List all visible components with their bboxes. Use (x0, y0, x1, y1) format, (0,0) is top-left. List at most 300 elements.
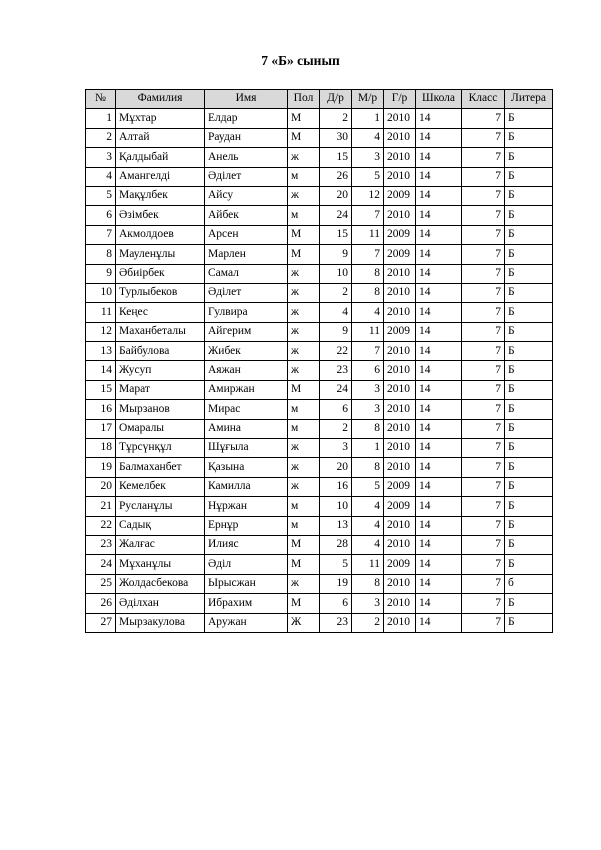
table-row (86, 361, 553, 380)
cell-number: 3 (86, 148, 116, 167)
cell-birth-month: 11 (352, 322, 384, 341)
cell-school: 14 (416, 361, 462, 380)
cell-class: 7 (462, 613, 505, 632)
cell-gender: м (288, 419, 320, 438)
cell-letter: Б (505, 245, 553, 264)
cell-class: 7 (462, 574, 505, 593)
cell-class: 7 (462, 167, 505, 186)
cell-number: 10 (86, 283, 116, 302)
cell-birth-month: 1 (352, 109, 384, 128)
cell-letter: б (505, 574, 553, 593)
cell-gender: М (288, 245, 320, 264)
cell-number: 2 (86, 128, 116, 147)
cell-birth-month: 8 (352, 283, 384, 302)
cell-name: Айгерим (205, 322, 288, 341)
cell-surname: Марат (116, 380, 205, 399)
cell-gender: ж (288, 186, 320, 205)
cell-school: 14 (416, 535, 462, 554)
cell-birth-year: 2010 (384, 361, 416, 380)
cell-birth-day: 10 (320, 497, 352, 516)
cell-birth-day: 20 (320, 186, 352, 205)
cell-school: 14 (416, 380, 462, 399)
cell-surname: Мұхтар (116, 109, 205, 128)
cell-birth-year: 2010 (384, 535, 416, 554)
cell-gender: М (288, 380, 320, 399)
cell-name: Әділ (205, 555, 288, 574)
cell-birth-year: 2010 (384, 167, 416, 186)
cell-letter: Б (505, 535, 553, 554)
cell-school: 14 (416, 128, 462, 147)
cell-birth-day: 15 (320, 148, 352, 167)
cell-gender: ж (288, 574, 320, 593)
cell-name: Амина (205, 419, 288, 438)
cell-class: 7 (462, 322, 505, 341)
cell-surname: Садық (116, 516, 205, 535)
cell-birth-month: 6 (352, 361, 384, 380)
cell-name: Мирас (205, 400, 288, 419)
cell-surname: Мырзакулова (116, 613, 205, 632)
cell-surname: Қалдыбай (116, 148, 205, 167)
cell-surname: Әбиірбек (116, 264, 205, 283)
cell-birth-month: 8 (352, 419, 384, 438)
cell-school: 14 (416, 303, 462, 322)
cell-name: Аружан (205, 613, 288, 632)
cell-birth-month: 8 (352, 458, 384, 477)
cell-number: 15 (86, 380, 116, 399)
cell-birth-month: 12 (352, 186, 384, 205)
cell-birth-month: 3 (352, 380, 384, 399)
cell-birth-day: 5 (320, 555, 352, 574)
cell-surname: Балмаханбет (116, 458, 205, 477)
cell-class: 7 (462, 419, 505, 438)
cell-name: Жибек (205, 342, 288, 361)
cell-birth-month: 1 (352, 439, 384, 458)
cell-school: 14 (416, 497, 462, 516)
cell-birth-day: 2 (320, 109, 352, 128)
col-header-birth-day: Д/р (320, 90, 352, 109)
cell-gender: м (288, 497, 320, 516)
cell-name: Қазына (205, 458, 288, 477)
cell-birth-year: 2009 (384, 497, 416, 516)
cell-surname: Мауленұлы (116, 245, 205, 264)
table-row (86, 477, 553, 496)
cell-birth-day: 9 (320, 245, 352, 264)
cell-number: 13 (86, 342, 116, 361)
cell-name: Елдар (205, 109, 288, 128)
col-header-number: № (86, 90, 116, 109)
table-row (86, 225, 553, 244)
cell-birth-month: 5 (352, 167, 384, 186)
col-header-gender: Пол (288, 90, 320, 109)
cell-birth-year: 2009 (384, 225, 416, 244)
cell-birth-month: 8 (352, 574, 384, 593)
col-header-surname: Фамилия (116, 90, 205, 109)
cell-gender: М (288, 225, 320, 244)
table-row (86, 322, 553, 341)
cell-name: Әділет (205, 167, 288, 186)
cell-class: 7 (462, 516, 505, 535)
cell-surname: Кемелбек (116, 477, 205, 496)
cell-school: 14 (416, 439, 462, 458)
cell-gender: ж (288, 148, 320, 167)
cell-number: 18 (86, 439, 116, 458)
col-header-letter: Литера (505, 90, 553, 109)
cell-birth-month: 8 (352, 264, 384, 283)
cell-number: 16 (86, 400, 116, 419)
table-row (86, 458, 553, 477)
cell-letter: Б (505, 109, 553, 128)
cell-birth-year: 2010 (384, 264, 416, 283)
cell-birth-year: 2010 (384, 400, 416, 419)
cell-name: Гулвира (205, 303, 288, 322)
cell-surname: Жалғас (116, 535, 205, 554)
cell-birth-month: 2 (352, 613, 384, 632)
cell-number: 24 (86, 555, 116, 574)
cell-birth-year: 2010 (384, 128, 416, 147)
cell-letter: Б (505, 458, 553, 477)
cell-name: Марлен (205, 245, 288, 264)
cell-birth-year: 2010 (384, 613, 416, 632)
col-header-school: Школа (416, 90, 462, 109)
cell-school: 14 (416, 264, 462, 283)
cell-school: 14 (416, 225, 462, 244)
cell-number: 17 (86, 419, 116, 438)
cell-class: 7 (462, 303, 505, 322)
cell-name: Арсен (205, 225, 288, 244)
cell-gender: М (288, 535, 320, 554)
col-header-birth-month: М/р (352, 90, 384, 109)
cell-birth-day: 23 (320, 613, 352, 632)
cell-class: 7 (462, 264, 505, 283)
cell-number: 9 (86, 264, 116, 283)
cell-letter: Б (505, 206, 553, 225)
cell-letter: Б (505, 303, 553, 322)
cell-name: Әділет (205, 283, 288, 302)
cell-name: Анель (205, 148, 288, 167)
cell-gender: Ж (288, 613, 320, 632)
table-row (86, 167, 553, 186)
cell-school: 14 (416, 613, 462, 632)
table-row (86, 400, 553, 419)
cell-letter: Б (505, 283, 553, 302)
col-header-birth-year: Г/р (384, 90, 416, 109)
cell-letter: Б (505, 555, 553, 574)
cell-name: Аяжан (205, 361, 288, 380)
cell-gender: м (288, 400, 320, 419)
cell-birth-year: 2010 (384, 303, 416, 322)
cell-class: 7 (462, 109, 505, 128)
cell-birth-month: 4 (352, 516, 384, 535)
cell-birth-year: 2009 (384, 477, 416, 496)
table-row (86, 439, 553, 458)
cell-birth-day: 3 (320, 439, 352, 458)
table-row (86, 613, 553, 632)
cell-surname: Амангелді (116, 167, 205, 186)
cell-birth-month: 3 (352, 594, 384, 613)
cell-gender: ж (288, 361, 320, 380)
cell-number: 1 (86, 109, 116, 128)
cell-gender: ж (288, 303, 320, 322)
cell-school: 14 (416, 458, 462, 477)
cell-birth-month: 3 (352, 400, 384, 419)
cell-letter: Б (505, 361, 553, 380)
cell-number: 23 (86, 535, 116, 554)
cell-letter: Б (505, 419, 553, 438)
cell-birth-month: 4 (352, 497, 384, 516)
cell-surname: Маханбеталы (116, 322, 205, 341)
table-row (86, 555, 553, 574)
cell-letter: Б (505, 516, 553, 535)
cell-surname: Алтай (116, 128, 205, 147)
cell-birth-month: 7 (352, 342, 384, 361)
table-row (86, 497, 553, 516)
cell-gender: ж (288, 458, 320, 477)
cell-school: 14 (416, 594, 462, 613)
cell-name: Самал (205, 264, 288, 283)
cell-name: Айсу (205, 186, 288, 205)
table-row (86, 419, 553, 438)
cell-school: 14 (416, 477, 462, 496)
cell-birth-month: 11 (352, 555, 384, 574)
cell-birth-month: 4 (352, 535, 384, 554)
cell-birth-day: 30 (320, 128, 352, 147)
cell-birth-day: 26 (320, 167, 352, 186)
cell-class: 7 (462, 555, 505, 574)
cell-school: 14 (416, 419, 462, 438)
cell-class: 7 (462, 148, 505, 167)
cell-class: 7 (462, 361, 505, 380)
table-row (86, 206, 553, 225)
cell-number: 27 (86, 613, 116, 632)
cell-school: 14 (416, 186, 462, 205)
cell-birth-year: 2010 (384, 380, 416, 399)
cell-gender: М (288, 594, 320, 613)
table-row (86, 516, 553, 535)
cell-gender: м (288, 206, 320, 225)
cell-birth-day: 13 (320, 516, 352, 535)
cell-number: 19 (86, 458, 116, 477)
cell-gender: ж (288, 439, 320, 458)
cell-birth-year: 2009 (384, 322, 416, 341)
cell-letter: Б (505, 594, 553, 613)
cell-surname: Тұрсүнқұл (116, 439, 205, 458)
cell-letter: Б (505, 497, 553, 516)
cell-birth-month: 11 (352, 225, 384, 244)
cell-birth-year: 2009 (384, 245, 416, 264)
cell-birth-day: 2 (320, 419, 352, 438)
table-row (86, 594, 553, 613)
cell-school: 14 (416, 148, 462, 167)
cell-letter: Б (505, 477, 553, 496)
col-header-class: Класс (462, 90, 505, 109)
cell-school: 14 (416, 574, 462, 593)
cell-birth-year: 2010 (384, 439, 416, 458)
cell-letter: Б (505, 128, 553, 147)
cell-birth-day: 6 (320, 400, 352, 419)
cell-surname: Омаралы (116, 419, 205, 438)
cell-birth-year: 2010 (384, 109, 416, 128)
cell-class: 7 (462, 594, 505, 613)
cell-gender: М (288, 109, 320, 128)
cell-number: 21 (86, 497, 116, 516)
page-title: 7 «Б» сынып (261, 53, 340, 68)
cell-letter: Б (505, 167, 553, 186)
cell-number: 5 (86, 186, 116, 205)
cell-class: 7 (462, 206, 505, 225)
cell-name: Айбек (205, 206, 288, 225)
cell-birth-day: 4 (320, 303, 352, 322)
cell-name: Илияс (205, 535, 288, 554)
cell-class: 7 (462, 458, 505, 477)
table-row (86, 264, 553, 283)
cell-surname: Әзімбек (116, 206, 205, 225)
cell-letter: Б (505, 380, 553, 399)
cell-number: 20 (86, 477, 116, 496)
cell-number: 8 (86, 245, 116, 264)
table-row (86, 245, 553, 264)
cell-class: 7 (462, 128, 505, 147)
cell-birth-year: 2010 (384, 283, 416, 302)
cell-birth-day: 24 (320, 380, 352, 399)
cell-gender: ж (288, 342, 320, 361)
cell-number: 6 (86, 206, 116, 225)
cell-birth-day: 15 (320, 225, 352, 244)
cell-school: 14 (416, 283, 462, 302)
table-row (86, 109, 553, 128)
cell-surname: Акмолдоев (116, 225, 205, 244)
table-row (86, 283, 553, 302)
cell-letter: Б (505, 148, 553, 167)
cell-birth-month: 3 (352, 148, 384, 167)
cell-class: 7 (462, 283, 505, 302)
cell-name: Раудан (205, 128, 288, 147)
cell-surname: Әділхан (116, 594, 205, 613)
table-row (86, 380, 553, 399)
cell-name: Камилла (205, 477, 288, 496)
cell-school: 14 (416, 167, 462, 186)
table-row (86, 303, 553, 322)
cell-class: 7 (462, 380, 505, 399)
cell-birth-day: 24 (320, 206, 352, 225)
cell-birth-month: 7 (352, 206, 384, 225)
cell-number: 11 (86, 303, 116, 322)
cell-letter: Б (505, 342, 553, 361)
student-table (85, 89, 553, 633)
cell-surname: Жолдасбекова (116, 574, 205, 593)
cell-birth-year: 2009 (384, 555, 416, 574)
cell-letter: Б (505, 264, 553, 283)
cell-school: 14 (416, 245, 462, 264)
table-row (86, 148, 553, 167)
cell-surname: Байбулова (116, 342, 205, 361)
cell-gender: М (288, 555, 320, 574)
cell-letter: Б (505, 322, 553, 341)
table-row (86, 186, 553, 205)
cell-birth-year: 2010 (384, 458, 416, 477)
cell-class: 7 (462, 477, 505, 496)
cell-gender: м (288, 516, 320, 535)
cell-school: 14 (416, 555, 462, 574)
header-row (86, 90, 553, 109)
cell-birth-day: 19 (320, 574, 352, 593)
cell-gender: ж (288, 264, 320, 283)
cell-name: Ырысжан (205, 574, 288, 593)
cell-surname: Жусуп (116, 361, 205, 380)
cell-name: Ернұр (205, 516, 288, 535)
cell-birth-year: 2010 (384, 342, 416, 361)
cell-birth-day: 16 (320, 477, 352, 496)
cell-birth-year: 2010 (384, 419, 416, 438)
cell-school: 14 (416, 322, 462, 341)
cell-number: 7 (86, 225, 116, 244)
cell-surname: Мұханұлы (116, 555, 205, 574)
cell-letter: Б (505, 400, 553, 419)
cell-letter: Б (505, 613, 553, 632)
col-header-name: Имя (205, 90, 288, 109)
cell-number: 25 (86, 574, 116, 593)
cell-number: 12 (86, 322, 116, 341)
cell-name: Нұржан (205, 497, 288, 516)
table-row (86, 535, 553, 554)
cell-class: 7 (462, 400, 505, 419)
cell-number: 14 (86, 361, 116, 380)
cell-number: 4 (86, 167, 116, 186)
cell-gender: М (288, 128, 320, 147)
cell-class: 7 (462, 497, 505, 516)
cell-gender: ж (288, 283, 320, 302)
cell-gender: ж (288, 322, 320, 341)
table-row (86, 128, 553, 147)
cell-class: 7 (462, 342, 505, 361)
cell-class: 7 (462, 535, 505, 554)
cell-birth-year: 2010 (384, 574, 416, 593)
cell-surname: Кеңес (116, 303, 205, 322)
cell-birth-year: 2010 (384, 594, 416, 613)
cell-name: Амиржан (205, 380, 288, 399)
cell-name: Ибрахим (205, 594, 288, 613)
cell-letter: Б (505, 439, 553, 458)
cell-surname: Мақұлбек (116, 186, 205, 205)
cell-surname: Турлыбеков (116, 283, 205, 302)
cell-number: 26 (86, 594, 116, 613)
cell-birth-month: 4 (352, 128, 384, 147)
cell-school: 14 (416, 342, 462, 361)
cell-birth-day: 28 (320, 535, 352, 554)
cell-school: 14 (416, 400, 462, 419)
cell-class: 7 (462, 245, 505, 264)
cell-birth-day: 20 (320, 458, 352, 477)
cell-school: 14 (416, 206, 462, 225)
cell-class: 7 (462, 439, 505, 458)
cell-surname: Русланұлы (116, 497, 205, 516)
cell-gender: ж (288, 477, 320, 496)
cell-birth-year: 2010 (384, 206, 416, 225)
cell-birth-month: 5 (352, 477, 384, 496)
cell-number: 22 (86, 516, 116, 535)
cell-birth-day: 2 (320, 283, 352, 302)
cell-birth-day: 6 (320, 594, 352, 613)
cell-birth-day: 22 (320, 342, 352, 361)
cell-surname: Мырзанов (116, 400, 205, 419)
cell-birth-year: 2010 (384, 148, 416, 167)
cell-birth-day: 10 (320, 264, 352, 283)
cell-birth-month: 7 (352, 245, 384, 264)
cell-class: 7 (462, 225, 505, 244)
cell-birth-year: 2009 (384, 186, 416, 205)
cell-birth-day: 23 (320, 361, 352, 380)
cell-letter: Б (505, 186, 553, 205)
cell-class: 7 (462, 186, 505, 205)
